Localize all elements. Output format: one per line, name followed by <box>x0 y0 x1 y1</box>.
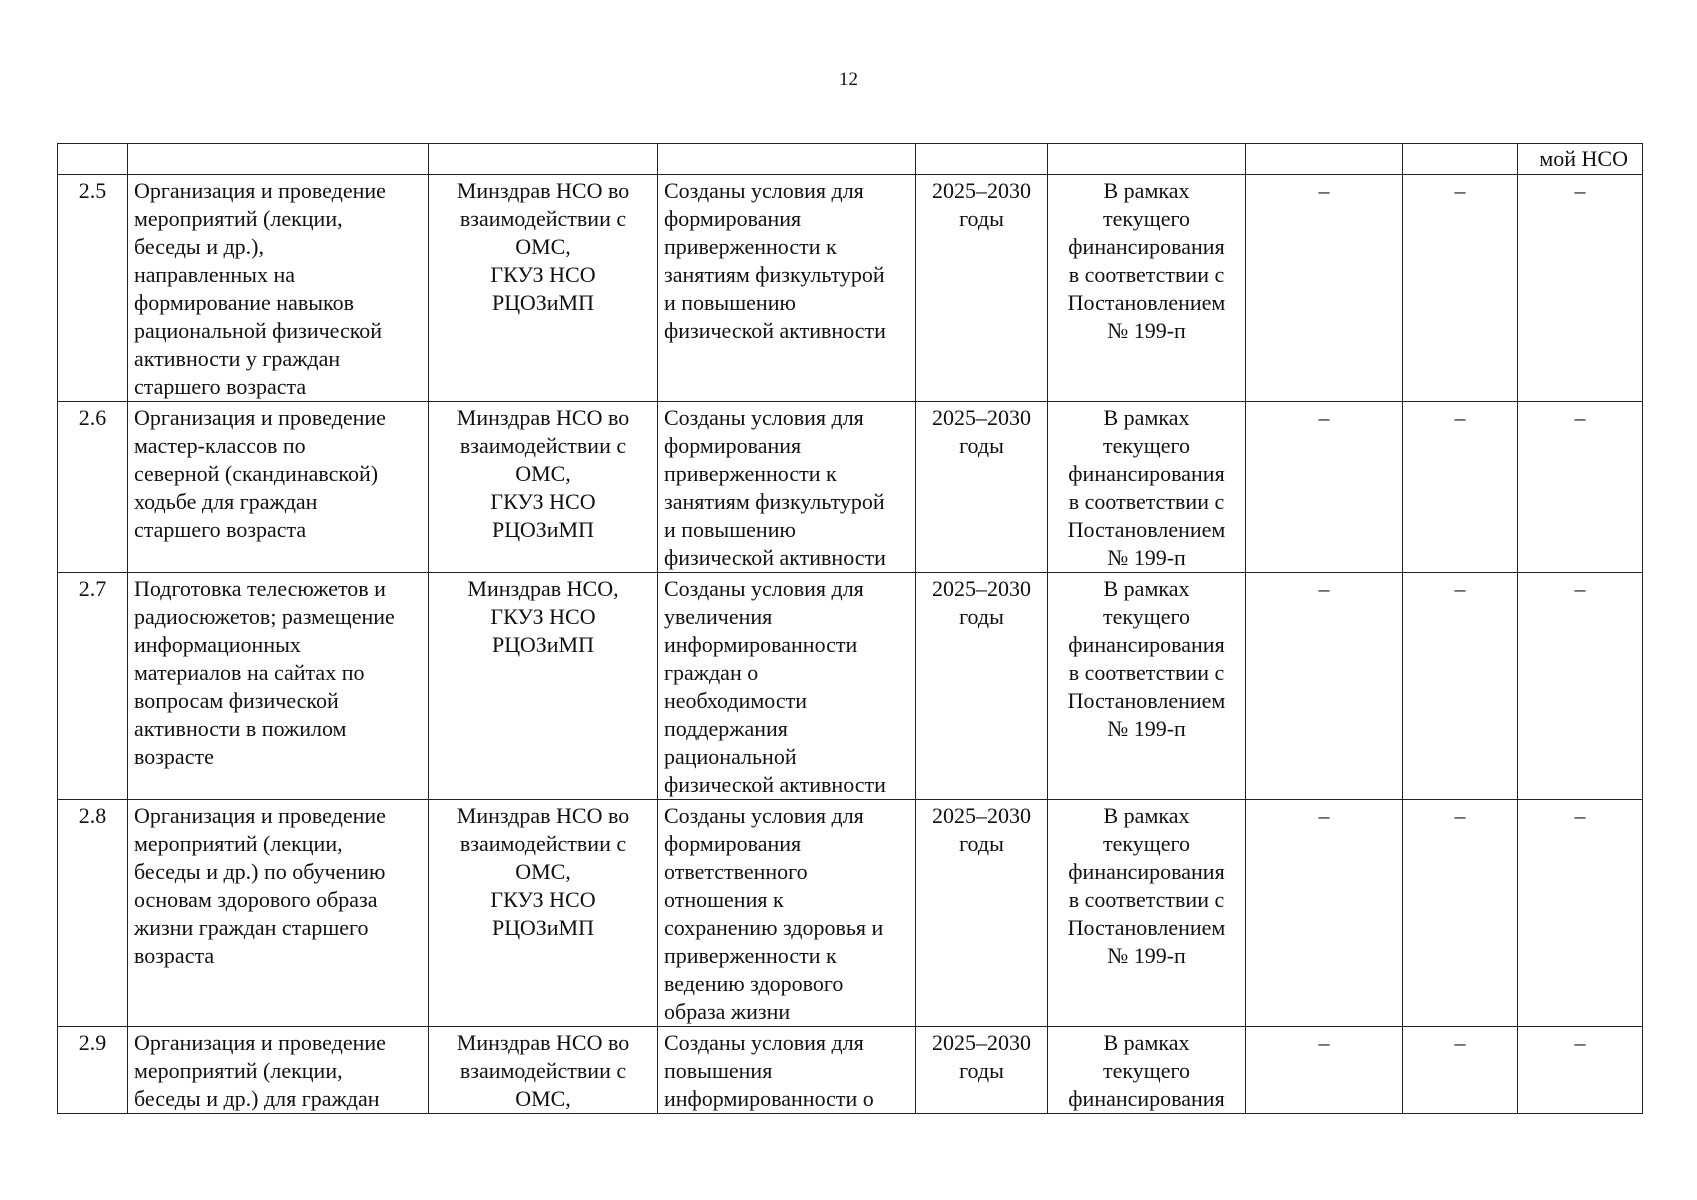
executor: Минздрав НСО во взаимодействии с ОМС, ГКУЗ НСО РЦОЗиМП <box>429 800 658 1027</box>
executor: Минздрав НСО во взаимодействии с ОМС, ГКУЗ НСО РЦОЗиМП <box>429 402 658 573</box>
table-cell <box>1048 144 1246 175</box>
value-cell: – <box>1518 800 1643 1027</box>
expected-result: Созданы условия для повышения информированности о <box>658 1027 916 1114</box>
value-cell: – <box>1246 573 1403 800</box>
measure-name: Организация и проведение мастер-классов по северной (скандинавской) ходьбе для граждан старшего возраста <box>128 402 429 573</box>
executor: Минздрав НСО, ГКУЗ НСО РЦОЗиМП <box>429 573 658 800</box>
value-cell: – <box>1518 1027 1643 1114</box>
executor: Минздрав НСО во взаимодействии с ОМС, <box>429 1027 658 1114</box>
expected-result: Созданы условия для формирования приверженности к занятиям физкультурой и повышению физической активности <box>658 175 916 402</box>
expected-result: Созданы условия для увеличения информированности граждан о необходимости поддержания рациональной физической активности <box>658 573 916 800</box>
item-number: 2.8 <box>58 800 128 1027</box>
period: 2025–2030 годы <box>916 573 1048 800</box>
table-row <box>58 175 1643 402</box>
table-cell <box>916 144 1048 175</box>
value-cell: – <box>1246 175 1403 402</box>
table-row <box>58 1027 1643 1114</box>
expected-result: Созданы условия для формирования ответственного отношения к сохранению здоровья и приверженности к ведению здорового образа жизни <box>658 800 916 1027</box>
expected-result: Созданы условия для формирования приверженности к занятиям физкультурой и повышению физической активности <box>658 402 916 573</box>
continuation-row <box>58 144 1643 175</box>
measures-table <box>57 143 1643 1114</box>
item-number: 2.9 <box>58 1027 128 1114</box>
item-number: 2.5 <box>58 175 128 402</box>
value-cell: – <box>1403 573 1518 800</box>
financing: В рамках текущего финансирования в соответствии с Постановлением № 199-п <box>1048 800 1246 1027</box>
value-cell: – <box>1403 402 1518 573</box>
financing: В рамках текущего финансирования <box>1048 1027 1246 1114</box>
table-cell <box>658 144 916 175</box>
financing: В рамках текущего финансирования в соответствии с Постановлением № 199-п <box>1048 175 1246 402</box>
value-cell: – <box>1246 1027 1403 1114</box>
table-row <box>58 573 1643 800</box>
table-cell <box>128 144 429 175</box>
period: 2025–2030 годы <box>916 175 1048 402</box>
value-cell: – <box>1518 175 1643 402</box>
measure-name: Организация и проведение мероприятий (лекции, беседы и др.) по обучению основам здорового образа жизни граждан старшего возраста <box>128 800 429 1027</box>
period: 2025–2030 годы <box>916 1027 1048 1114</box>
financing: В рамках текущего финансирования в соответствии с Постановлением № 199-п <box>1048 402 1246 573</box>
item-number: 2.7 <box>58 573 128 800</box>
table-cell <box>1246 144 1403 175</box>
table-cell: мой НСО <box>1518 144 1643 175</box>
executor: Минздрав НСО во взаимодействии с ОМС, ГКУЗ НСО РЦОЗиМП <box>429 175 658 402</box>
value-cell: – <box>1403 1027 1518 1114</box>
measure-name: Организация и проведение мероприятий (лекции, беседы и др.) для граждан <box>128 1027 429 1114</box>
value-cell: – <box>1518 402 1643 573</box>
table-row <box>58 402 1643 573</box>
value-cell: – <box>1246 402 1403 573</box>
table-cell <box>58 144 128 175</box>
value-cell: – <box>1403 800 1518 1027</box>
period: 2025–2030 годы <box>916 800 1048 1027</box>
value-cell: – <box>1518 573 1643 800</box>
period: 2025–2030 годы <box>916 402 1048 573</box>
measure-name: Организация и проведение мероприятий (лекции, беседы и др.), направленных на формирование навыков рациональной физической активности у граждан старшего возраста <box>128 175 429 402</box>
table-row <box>58 800 1643 1027</box>
value-cell: – <box>1403 175 1518 402</box>
value-cell: – <box>1246 800 1403 1027</box>
table-cell <box>1403 144 1518 175</box>
page-number: 12 <box>839 69 858 90</box>
financing: В рамках текущего финансирования в соответствии с Постановлением № 199-п <box>1048 573 1246 800</box>
measure-name: Подготовка телесюжетов и радиосюжетов; размещение информационных материалов на сайтах по вопросам физической активности в пожилом возрасте <box>128 573 429 800</box>
table-cell <box>429 144 658 175</box>
item-number: 2.6 <box>58 402 128 573</box>
